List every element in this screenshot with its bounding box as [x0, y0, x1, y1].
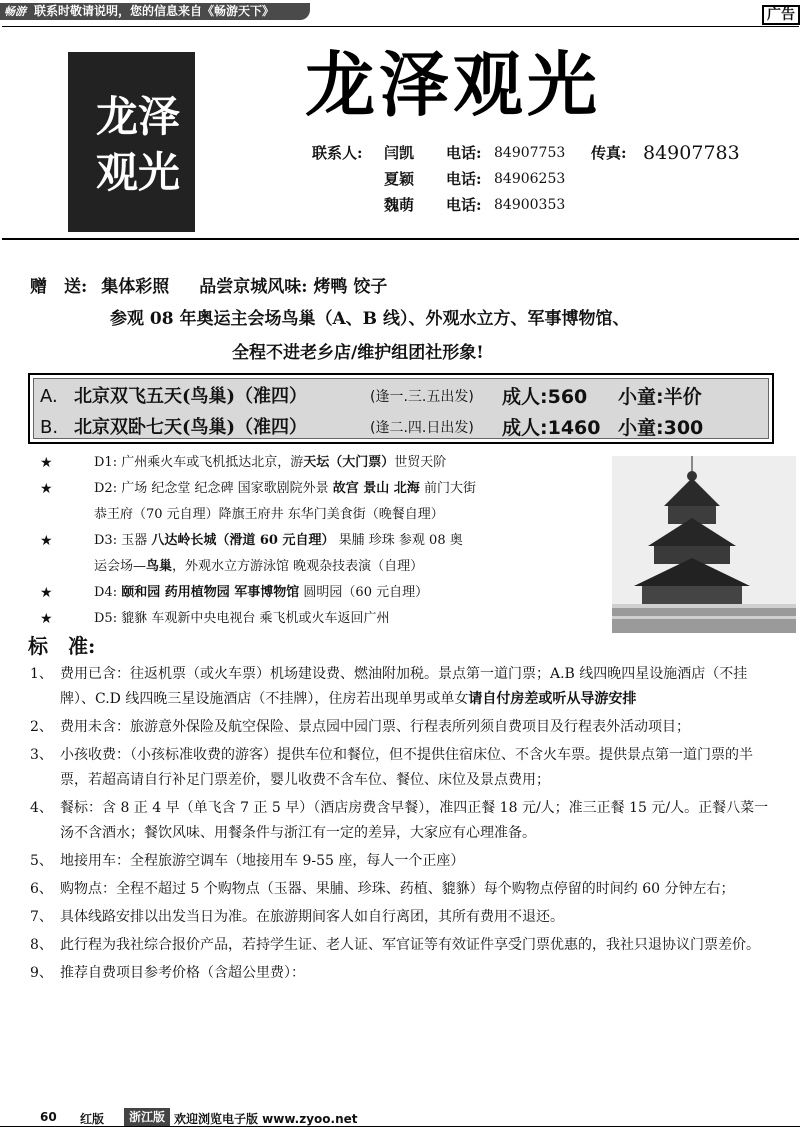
item-text: 具体线路安排以出发当日为准。在旅游期间客人如自行离团，其所有费用不退还。: [60, 909, 564, 925]
gift-key: 赠 送:: [30, 277, 88, 297]
itinerary: [40, 450, 610, 632]
itinerary-day: [40, 580, 610, 606]
standard-item: [30, 961, 775, 986]
day-text: 恭王府（70 元自理）降旗王府井 东华门美食街（晚餐自理）: [94, 507, 444, 522]
banner-notice: 联系时敬请说明，您的信息来自《畅游天下》: [34, 4, 275, 18]
tel-number: 84900353: [494, 197, 566, 213]
itinerary-day: [40, 476, 610, 502]
tel-label: 电话:: [446, 170, 482, 188]
gift-item: 品尝京城风味: 烤鸭 饺子: [199, 277, 388, 297]
standard-item: [30, 933, 775, 958]
item-text: 购物点：全程不超过 5 个购物点（玉器、果脯、珍珠、药植、貔貅）每个购物点停留的时间约 60 分钟左右；: [60, 881, 735, 897]
edition-box: 浙江版: [124, 1108, 170, 1126]
contact-name: 魏萌: [384, 196, 415, 214]
day-highlight: 故宫 景山 北海: [332, 481, 420, 496]
route-code: B.: [40, 417, 59, 438]
website-text[interactable]: 欢迎浏览电子版 www.zyoo.net: [174, 1112, 358, 1126]
item-text: 小孩收费：（小孩标准收费的游客）提供车位和餐位，但不提供住宿床位、不含火车票。提供景点第一道门票的半票，若超高请自行补足门票差价，婴儿收费不含车位、餐位、床位及景点费用；: [60, 747, 753, 788]
star-icon: ★: [40, 585, 53, 601]
day-text: 圆明园（60 元自理）: [303, 585, 429, 600]
day-text: D5: 貔貅 车观新中央电视台 乘飞机或火车返回广州: [94, 611, 390, 626]
item-text: 此行程为我社综合报价产品，若持学生证、老人证、军官证等有效证件享受门票优惠的，我社只退协议门票差价。: [60, 937, 760, 953]
standard-item: [30, 849, 775, 874]
standard-item: [30, 905, 775, 930]
price-box-inner: [33, 378, 769, 439]
itinerary-day: [40, 606, 610, 632]
itinerary-day-continued: [40, 502, 610, 528]
item-number: 9、: [30, 965, 53, 981]
page-number: 60: [40, 1110, 57, 1124]
agency-seal: [68, 52, 195, 232]
day-text: D2: 广场 纪念堂 纪念碑 国家歌剧院外景: [94, 481, 329, 496]
item-number: 7、: [30, 909, 53, 925]
day-text: 运会场—: [94, 559, 147, 574]
price-box: [28, 373, 774, 444]
brand-logo: 畅游: [4, 5, 26, 18]
route-name: 北京双飞五天(鸟巢)（准四）: [74, 386, 308, 407]
agency-title: 龙泽观光: [305, 43, 601, 126]
child-price: 小童:半价: [618, 386, 702, 408]
item-text: 餐标：含 8 正 4 早（单飞含 7 正 5 早）（酒店房费含早餐），准四正餐 18 元/人；准三正餐 15 元/人。正餐八菜一汤不含酒水；餐饮风味、用餐条件与浙江有一定的差异，大家应有心理准备。: [60, 800, 769, 841]
ad-label: 广告: [762, 5, 800, 25]
day-text: D1: 广州乘火车或飞机抵达北京，游: [94, 455, 304, 470]
edition-label: 红版: [80, 1112, 105, 1126]
standard-item: [30, 662, 775, 712]
day-highlight: 颐和园 药用植物园 军事博物馆: [121, 585, 300, 600]
child-price: 小童:300: [618, 417, 704, 439]
item-emphasis: 请自付房差或听从导游安排: [468, 691, 637, 707]
gift-line: [30, 272, 387, 297]
item-number: 4、: [30, 800, 53, 816]
adult-price: 成人:560: [502, 386, 588, 408]
day-text: D3: 玉器: [94, 533, 148, 548]
star-icon: ★: [40, 455, 53, 471]
intro-line: 全程不进老乡店/维护组团社形象!: [232, 343, 484, 363]
itinerary-day: [40, 528, 610, 554]
tel-label: 电话:: [446, 144, 482, 162]
route-name: 北京双卧七天(鸟巢)（准四）: [74, 417, 308, 438]
page-footer: [0, 1108, 800, 1127]
route-departure: (逢二.四.日出发): [370, 420, 474, 436]
star-icon: ★: [40, 481, 53, 497]
seal-text-top: 龙泽: [96, 92, 181, 141]
itinerary-day-continued: [40, 554, 610, 580]
route-departure: (逢一.三.五出发): [370, 389, 474, 405]
route-code: A.: [40, 386, 58, 407]
contact-name: 夏颖: [384, 170, 415, 188]
standard-item: [30, 715, 775, 740]
item-number: 3、: [30, 747, 53, 763]
star-icon: ★: [40, 533, 53, 549]
item-number: 6、: [30, 881, 53, 897]
day-highlight: 天坛（大门票）: [303, 455, 395, 470]
day-text: 世贸天阶: [394, 455, 447, 470]
day-text: 果脯 珍珠 参观 08 奥: [338, 533, 463, 548]
temple-illustration: [612, 456, 796, 633]
contact-name: 闫凯: [384, 144, 415, 162]
item-text: 推荐自费项目参考价格（含超公里费）：: [60, 965, 305, 981]
item-number: 1、: [30, 666, 53, 682]
item-text: 费用未含：旅游意外保险及航空保险、景点园中园门票、行程表所列须自费项目及行程表外活动项目；: [60, 719, 690, 735]
item-text: 费用已含：往返机票（或火车票）机场建设费、燃油附加税。景点第一道门票；A.B 线四晚四星设施酒店（不挂牌）、C.D 线四晚三星设施酒店（不挂牌），住房若出现单男或单女: [60, 666, 748, 707]
day-text: 前门大街: [423, 481, 476, 496]
standard-item: [30, 743, 775, 793]
tel-label: 电话:: [446, 196, 482, 214]
fax-label: 传真:: [591, 144, 627, 162]
star-icon: ★: [40, 611, 53, 627]
itinerary-day: [40, 450, 610, 476]
standards-list: [30, 662, 775, 989]
standard-item: [30, 877, 775, 902]
top-banner: [0, 0, 800, 22]
day-text: D4:: [94, 585, 118, 600]
tel-number: 84906253: [494, 171, 566, 187]
tel-number: 84907753: [494, 145, 566, 161]
day-highlight: 八达岭长城（滑道 60 元自理）: [151, 533, 335, 548]
standard-item: [30, 796, 775, 846]
item-number: 2、: [30, 719, 53, 735]
day-highlight: 鸟巢: [146, 559, 173, 574]
gift-item: 集体彩照: [101, 277, 170, 297]
item-number: 5、: [30, 853, 53, 869]
temple-of-heaven-photo: [612, 456, 796, 633]
intro-line: 参观 08 年奥运主会场鸟巢（A、B 线）、外观水立方、军事博物馆、: [110, 309, 630, 329]
day-text: ，外观水立方游泳馆 晚观杂技表演（自理）: [172, 559, 424, 574]
contacts-label: 联系人:: [312, 144, 363, 162]
item-text: 地接用车：全程旅游空调车（地接用车 9-55 座，每人一个正座）: [60, 853, 465, 869]
item-number: 8、: [30, 937, 53, 953]
fax-number: 84907783: [643, 142, 740, 164]
standards-title: 标 准:: [28, 634, 96, 658]
adult-price: 成人:1460: [502, 417, 601, 439]
seal-text-bottom: 观光: [96, 148, 181, 197]
